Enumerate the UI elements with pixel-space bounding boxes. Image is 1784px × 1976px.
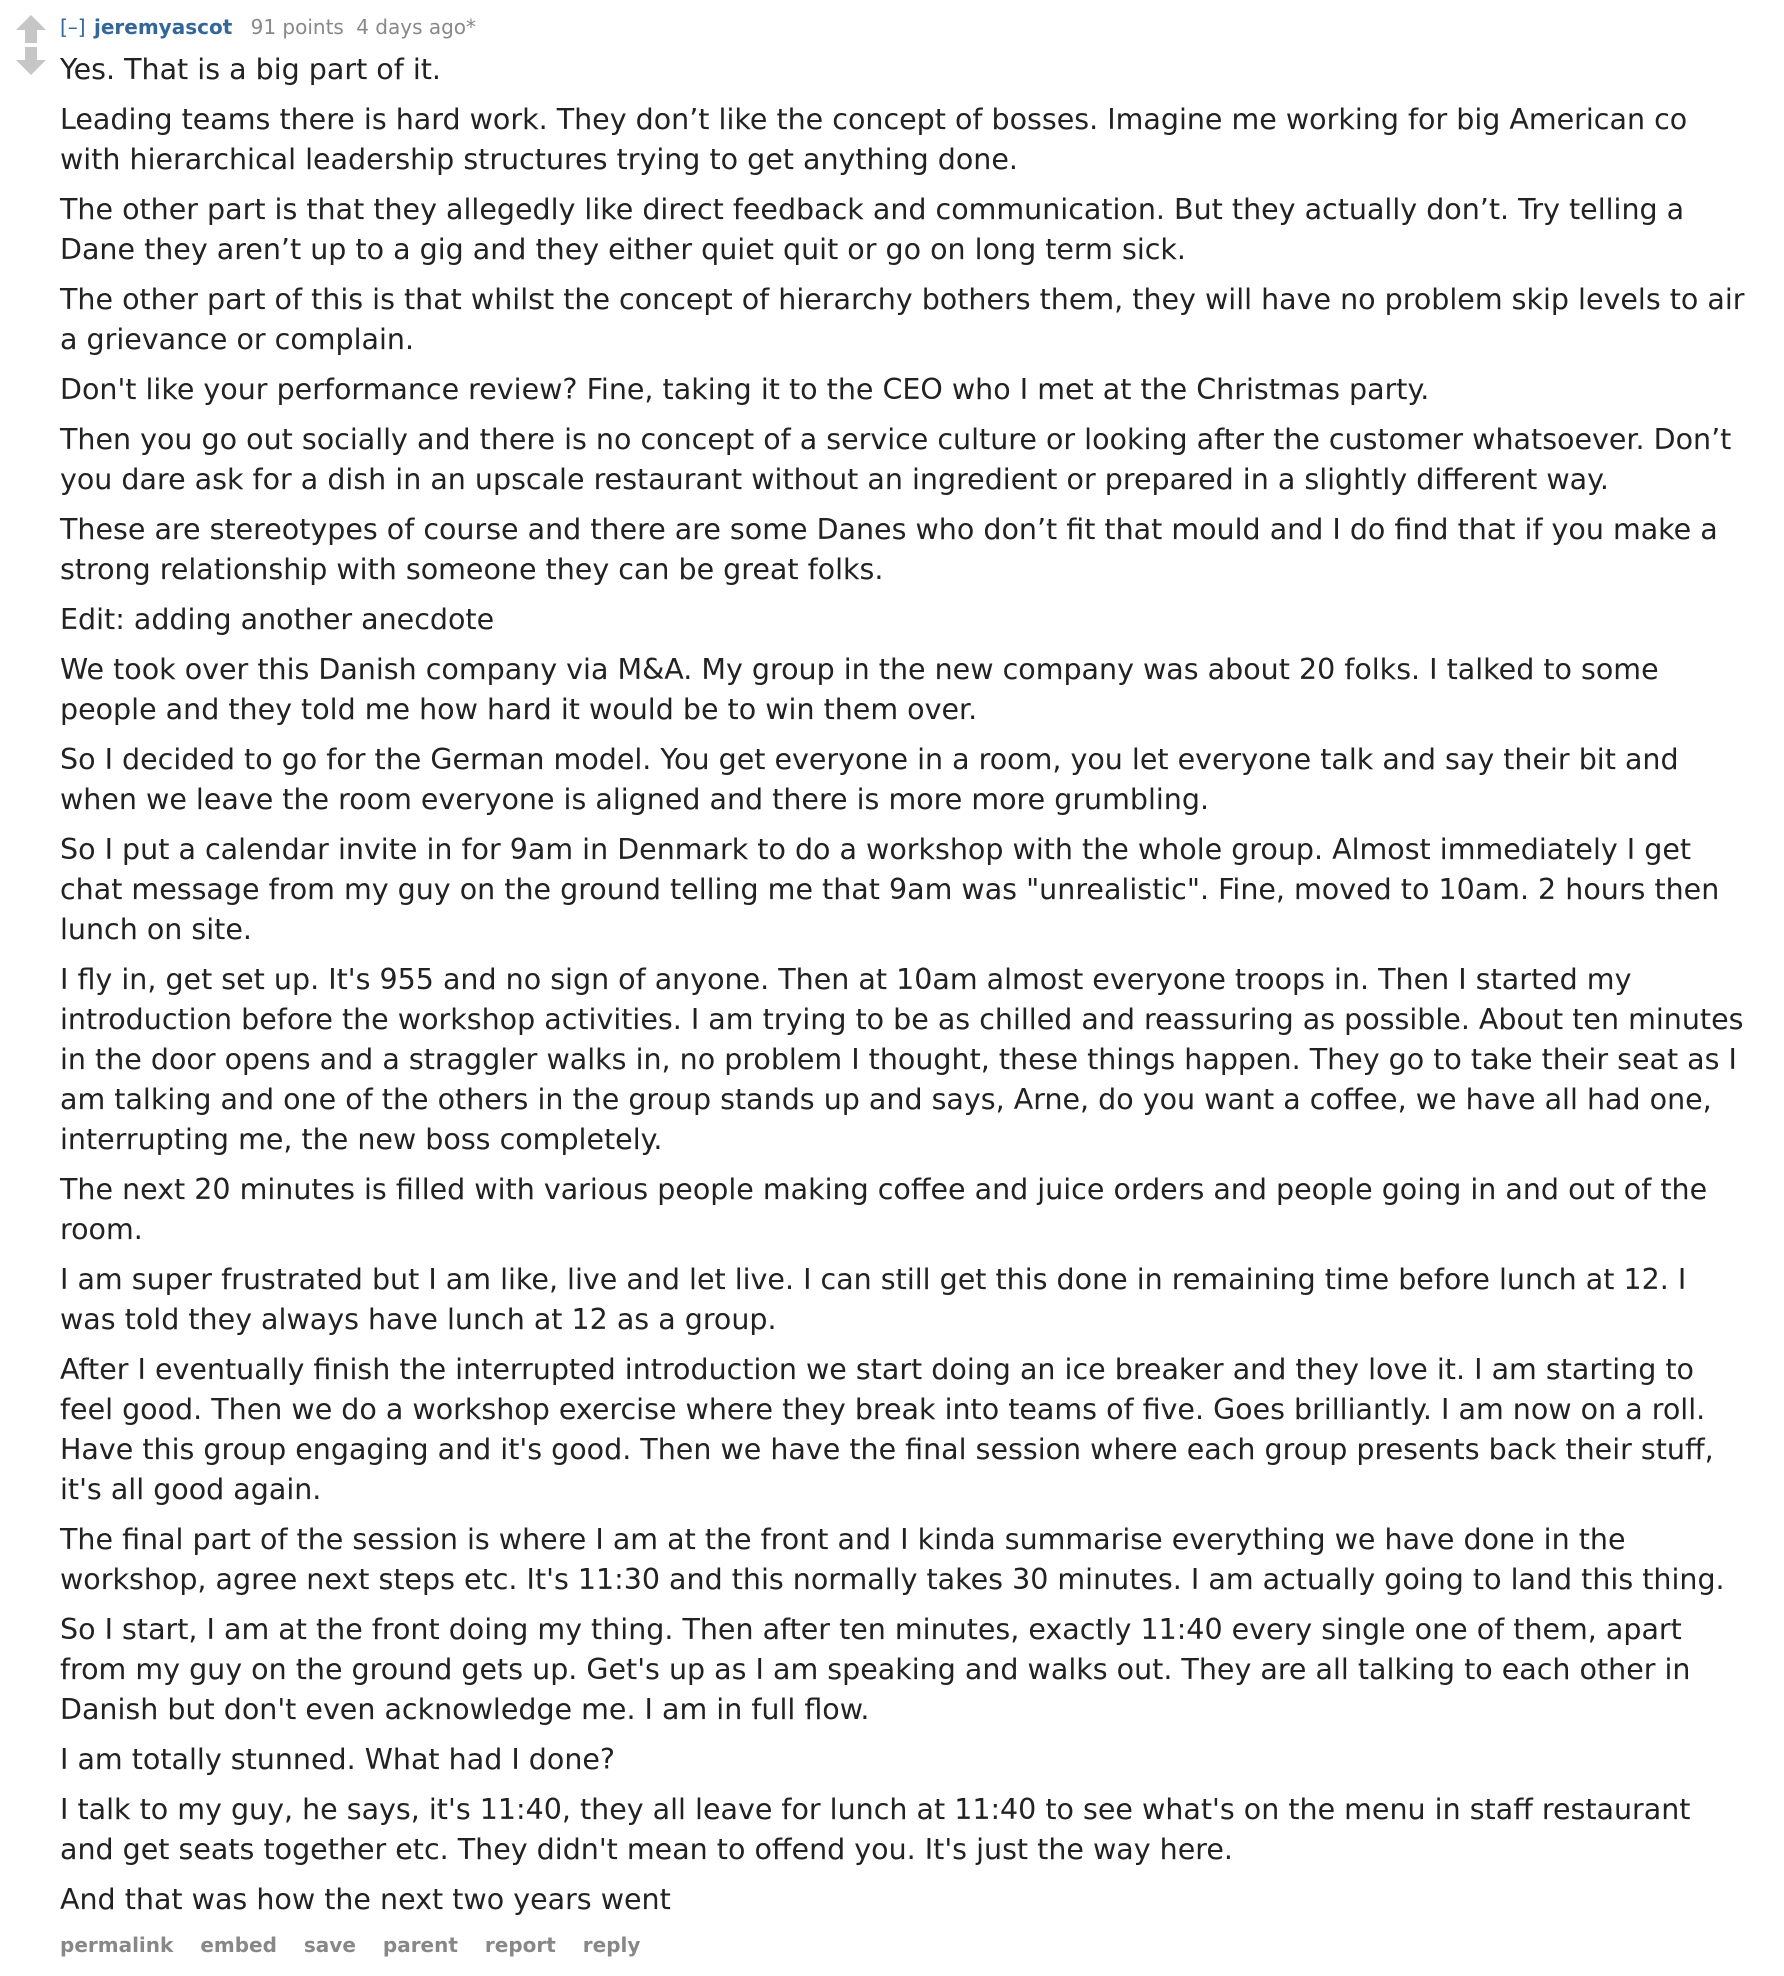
comment-paragraph: I talk to my guy, he says, it's 11:40, they all leave for lunch at 11:40 to see what's on the menu in staff restaurant and get seats together etc. They didn't mean to offend you. It's just the way here.: [60, 1793, 1691, 1866]
report-button[interactable]: report: [484, 1933, 556, 1957]
comment-paragraph: I am totally stunned. What had I done?: [60, 1743, 616, 1776]
comment-paragraph: I fly in, get set up. It's 955 and no sign of anyone. Then at 10am almost everyone troops in. Then I started my introduction before the workshop activities. I am trying to be as chilled and reassuring as possible. About ten minutes in the door opens and a straggler walks in, no problem I thought, these things happen. They go to take their seat as I am talking and one of the others in the group stands up and says, Arne, do you want a coffee, we have all had one, interrupting me, the new boss completely.: [60, 963, 1744, 1156]
comment-paragraph: These are stereotypes of course and there are some Danes who don’t fit that mould and I do find that if you make a strong relationship with someone they can be great folks.: [60, 513, 1718, 586]
comment-actions: [60, 1930, 1750, 1960]
comment-paragraph: So I put a calendar invite in for 9am in Denmark to do a workshop with the whole group. Almost immediately I get chat message from my guy on the ground telling me that 9am was "unrealistic". Fine, moved to 10am. 2 hours then lunch on site.: [60, 833, 1720, 946]
vote-controls: [14, 14, 48, 76]
comment-paragraph: So I decided to go for the German model. You get everyone in a room, you let everyone talk and say their bit and when we leave the room everyone is aligned and there is more more grumbling.: [60, 743, 1679, 816]
downvote-arrow-icon[interactable]: [14, 46, 48, 76]
comment-entry: [60, 12, 1750, 1960]
comment-paragraph: So I start, I am at the front doing my thing. Then after ten minutes, exactly 11:40 every single one of them, apart from my guy on the ground gets up. Get's up as I am speaking and walks out. They are all talking to each other in Danish but don't even acknowledge me. I am in full flow.: [60, 1613, 1691, 1726]
embed-button[interactable]: embed: [200, 1933, 277, 1957]
edited-mark: *: [466, 15, 477, 39]
comment-paragraph: Then you go out socially and there is no concept of a service culture or looking after the customer whatsoever. Don’t you dare ask for a dish in an upscale restaurant without an ingredient or prepared in a slightly different way.: [60, 423, 1732, 496]
comment-paragraph: Edit: adding another anecdote: [60, 603, 495, 636]
comment-score: 91 points: [250, 15, 344, 39]
permalink-button[interactable]: permalink: [60, 1933, 174, 1957]
comment-tagline: [60, 12, 1750, 42]
comment-paragraph: The final part of the session is where I am at the front and I kinda summarise everything we have done in the workshop, agree next steps etc. It's 11:30 and this normally takes 30 minutes. I am actually going to land this thing.: [60, 1523, 1725, 1596]
comment-paragraph: And that was how the next two years went: [60, 1883, 671, 1916]
comment-paragraph: We took over this Danish company via M&A. My group in the new company was about 20 folks. I talked to some people and they told me how hard it would be to win them over.: [60, 653, 1659, 726]
comment-paragraph: After I eventually finish the interrupted introduction we start doing an ice breaker and they love it. I am starting to feel good. Then we do a workshop exercise where they break into teams of five. Goes brilliantly. I am now on a roll. Have this group engaging and it's good. Then we have the final session where each group presents back their stuff, it's all good again.: [60, 1353, 1714, 1506]
comment-paragraph: Leading teams there is hard work. They don’t like the concept of bosses. Imagine me working for big American co with hierarchical leadership structures trying to get anything done.: [60, 103, 1688, 176]
comment-timestamp: 4 days ago: [356, 15, 467, 39]
comment-paragraph: I am super frustrated but I am like, live and let live. I can still get this done in remaining time before lunch at 12. I was told they always have lunch at 12 as a group.: [60, 1263, 1687, 1336]
reply-button[interactable]: reply: [582, 1933, 641, 1957]
save-button[interactable]: save: [303, 1933, 356, 1957]
comment-paragraph: The other part is that they allegedly like direct feedback and communication. But they actually don’t. Try telling a Dane they aren’t up to a gig and they either quiet quit or go on long term sick.: [60, 193, 1685, 266]
comment-paragraph: The next 20 minutes is filled with various people making coffee and juice orders and people going in and out of the room.: [60, 1173, 1708, 1246]
comment-paragraph: Yes. That is a big part of it.: [60, 53, 441, 86]
comment-body: [60, 50, 1750, 1920]
comment-paragraph: Don't like your performance review? Fine, taking it to the CEO who I met at the Christmas party.: [60, 373, 1430, 406]
collapse-toggle[interactable]: [–]: [60, 15, 86, 39]
parent-button[interactable]: parent: [382, 1933, 458, 1957]
comment-paragraph: The other part of this is that whilst the concept of hierarchy bothers them, they will have no problem skip levels to air a grievance or complain.: [60, 283, 1745, 356]
author-link[interactable]: jeremyascot: [93, 15, 233, 39]
upvote-arrow-icon[interactable]: [14, 14, 48, 44]
